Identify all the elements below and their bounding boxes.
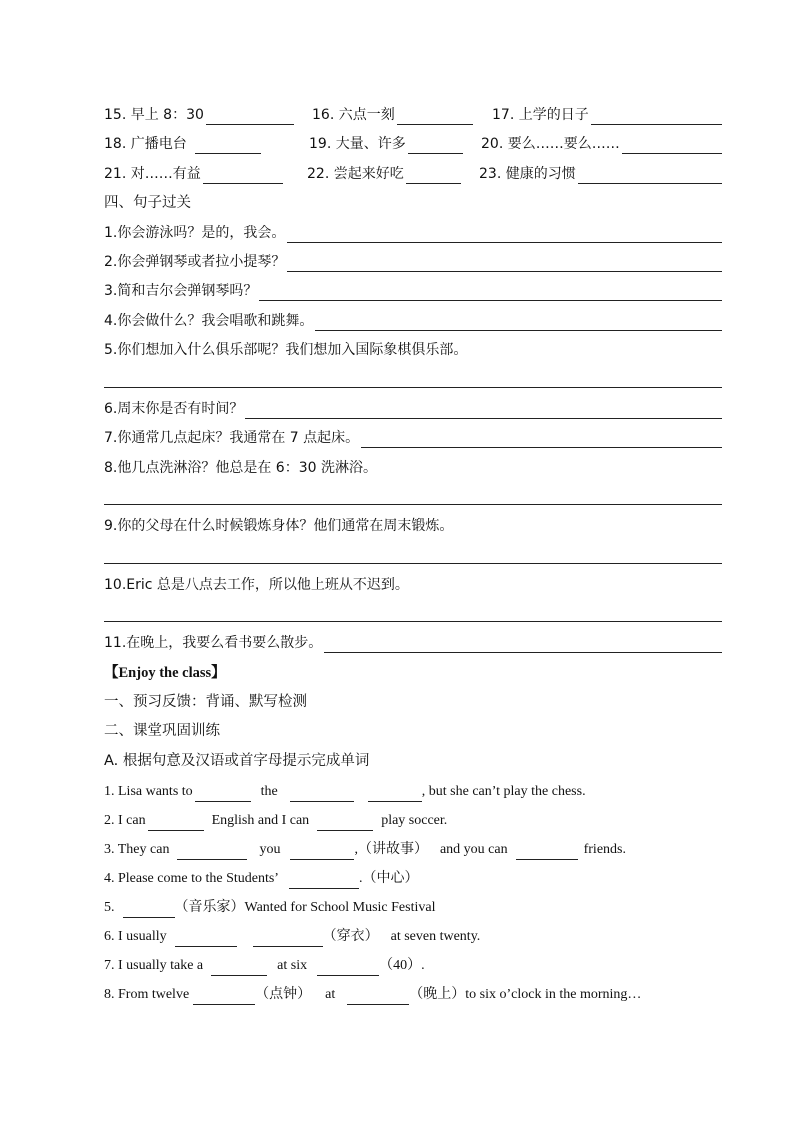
exercise-text: at seven twenty.: [390, 929, 481, 944]
answer-blank[interactable]: [203, 168, 283, 184]
answer-blank[interactable]: [397, 109, 473, 125]
vocab-row-1: [104, 105, 722, 125]
exercise-text: 1. Lisa wants to: [104, 784, 193, 799]
vocab-item-15: 15. 早上 8：30: [104, 107, 204, 123]
answer-line[interactable]: [104, 621, 722, 622]
answer-blank[interactable]: [195, 138, 261, 154]
answer-blank[interactable]: [290, 844, 354, 860]
answer-blank[interactable]: [193, 989, 255, 1005]
exercise-text: ,（讲故事）: [354, 842, 428, 857]
answer-line[interactable]: [315, 315, 722, 331]
answer-line[interactable]: [245, 403, 722, 419]
exercise-text: 5.: [104, 900, 115, 915]
exercise-text: , but she can’t play the chess.: [421, 784, 586, 799]
vocab-row-2: [104, 134, 722, 154]
answer-blank[interactable]: [406, 168, 461, 184]
exercise-3: [104, 840, 722, 860]
answer-line[interactable]: [324, 637, 722, 653]
sentence-3: [104, 281, 722, 301]
exercise-5: [104, 898, 722, 918]
sentence-2: [104, 252, 722, 272]
answer-line[interactable]: [104, 387, 722, 388]
answer-blank[interactable]: [175, 931, 237, 947]
vocab-item-21: 21. 对……有益: [104, 166, 201, 182]
exercise-text: play soccer.: [381, 813, 448, 828]
exercise-text: 8. From twelve: [104, 987, 190, 1002]
vocab-item-19: 19. 大量、许多: [309, 136, 406, 152]
answer-blank[interactable]: [148, 815, 204, 831]
exercise-4: [104, 869, 722, 889]
sentence-8: 8.他几点洗淋浴？他总是在 6：30 洗淋浴。: [104, 460, 377, 476]
vocab-item-22: 22. 尝起来好吃: [307, 166, 404, 182]
exercise-text: （40）.: [379, 958, 425, 973]
exercise-1: [104, 782, 722, 802]
sentence-10: 10.Eric 总是八点去工作，所以他上班从不迟到。: [104, 577, 409, 593]
answer-line[interactable]: [361, 432, 722, 448]
answer-blank[interactable]: [408, 138, 463, 154]
sentence-prompt: 6.周末你是否有时间？: [104, 401, 244, 417]
answer-line[interactable]: [287, 256, 722, 272]
exercise-text: 7. I usually take a: [104, 958, 204, 973]
answer-line[interactable]: [287, 227, 722, 243]
exercise-text: you: [259, 842, 281, 857]
answer-blank[interactable]: [317, 815, 373, 831]
sentence-5: 5.你们想加入什么俱乐部呢？我们想加入国际象棋俱乐部。: [104, 342, 468, 358]
part-a-instructions: A. 根据句意及汉语或首字母提示完成单词: [104, 753, 370, 769]
answer-line[interactable]: [104, 563, 722, 564]
answer-blank[interactable]: [516, 844, 578, 860]
answer-blank[interactable]: [211, 960, 267, 976]
sentence-9: 9.你的父母在什么时候锻炼身体？他们通常在周末锻炼。: [104, 518, 454, 534]
exercise-7: [104, 956, 722, 976]
exercise-text: the: [260, 784, 278, 799]
answer-blank[interactable]: [253, 931, 323, 947]
exercise-text: 4. Please come to the Students’: [104, 871, 279, 886]
exercise-6: [104, 927, 722, 947]
answer-blank[interactable]: [206, 109, 294, 125]
sentence-prompt: 11.在晚上，我要么看书要么散步。: [104, 635, 323, 651]
section-class-practice: 二、课堂巩固训练: [104, 723, 220, 739]
answer-blank[interactable]: [289, 873, 359, 889]
answer-blank[interactable]: [290, 786, 354, 802]
vocab-row-3: [104, 164, 722, 184]
exercise-text: （晚上）to six o’clock in the morning…: [409, 987, 642, 1002]
exercise-text: 3. They can: [104, 842, 170, 857]
exercise-text: at six: [277, 958, 308, 973]
answer-blank[interactable]: [591, 109, 722, 125]
answer-line[interactable]: [259, 285, 722, 301]
exercise-text: （穿衣）: [322, 929, 379, 944]
answer-blank[interactable]: [368, 786, 422, 802]
exercise-text: at: [325, 987, 336, 1002]
sentence-prompt: 4.你会做什么？我会唱歌和跳舞。: [104, 313, 314, 329]
answer-blank[interactable]: [177, 844, 247, 860]
exercise-text: （点钟）: [255, 987, 312, 1002]
vocab-item-20: 20. 要么……要么……: [481, 136, 620, 152]
exercise-text: 6. I usually: [104, 929, 167, 944]
answer-blank[interactable]: [622, 138, 722, 154]
sentence-4: [104, 311, 722, 331]
sentence-7: [104, 428, 722, 448]
answer-blank[interactable]: [317, 960, 379, 976]
sentence-prompt: 7.你通常几点起床？我通常在 7 点起床。: [104, 430, 360, 446]
vocab-item-16: 16. 六点一刻: [312, 107, 395, 123]
exercise-text: 2. I can: [104, 813, 146, 828]
vocab-item-18: 18. 广播电台: [104, 136, 187, 152]
exercise-text: English and I can: [211, 813, 310, 828]
sentence-6: [104, 399, 722, 419]
sentence-prompt: 2.你会弹钢琴或者拉小提琴？: [104, 254, 286, 270]
sentence-prompt: 1.你会游泳吗？是的，我会。: [104, 225, 286, 241]
sentence-prompt: 3.简和吉尔会弹钢琴吗？: [104, 283, 258, 299]
section-heading: 四、句子过关: [104, 195, 191, 211]
enjoy-class-title: 【Enjoy the class】: [104, 665, 226, 681]
answer-blank[interactable]: [123, 902, 175, 918]
vocab-item-17: 17. 上学的日子: [492, 107, 589, 123]
vocab-item-23: 23. 健康的习惯: [479, 166, 576, 182]
answer-blank[interactable]: [347, 989, 409, 1005]
exercise-2: [104, 811, 722, 831]
sentence-11: [104, 633, 722, 653]
answer-blank[interactable]: [195, 786, 251, 802]
sentence-1: [104, 223, 722, 243]
answer-blank[interactable]: [578, 168, 722, 184]
exercise-text: and you can: [439, 842, 508, 857]
answer-line[interactable]: [104, 504, 722, 505]
exercise-text: friends.: [583, 842, 626, 857]
exercise-8: [104, 985, 722, 1005]
exercise-text: （音乐家）Wanted for School Music Festival: [174, 900, 436, 915]
section-preview-feedback: 一、预习反馈：背诵、默写检测: [104, 694, 307, 710]
exercise-text: .（中心）: [358, 871, 419, 886]
